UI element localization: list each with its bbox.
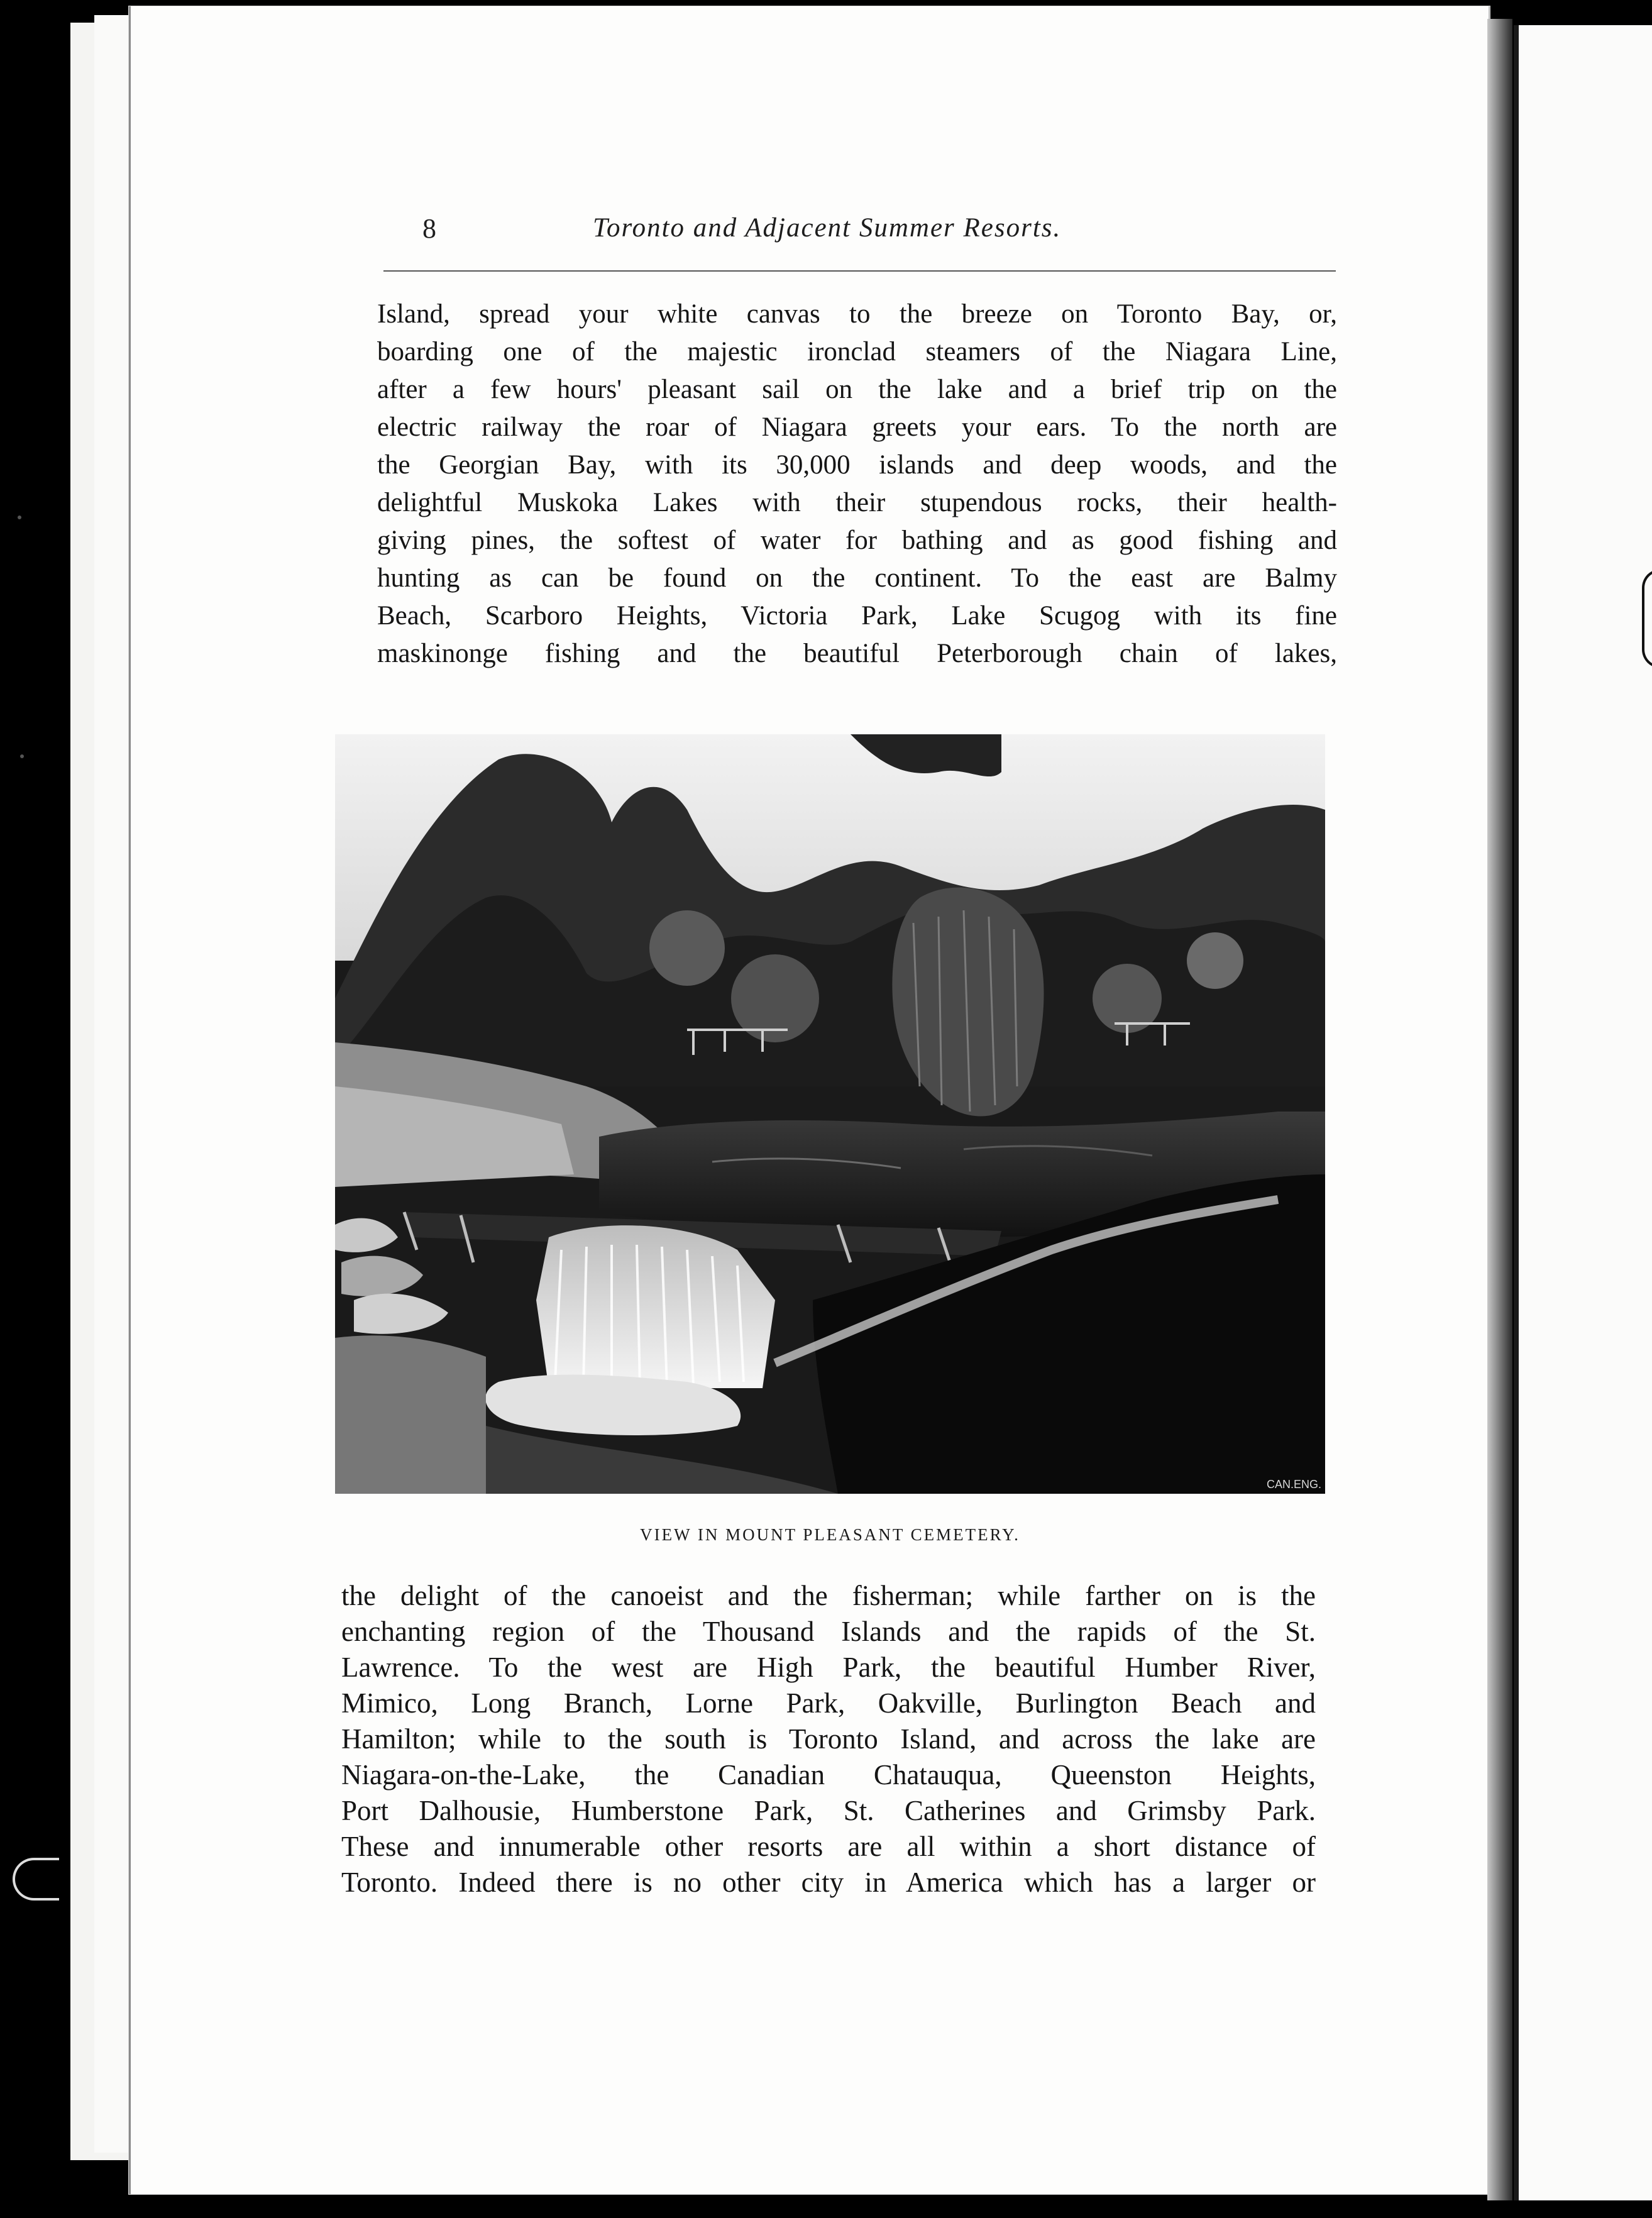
binding-gutter (1487, 19, 1512, 2200)
text-line: the delight of the canoeist and the fisherman; while farther on is the (341, 1580, 1316, 1611)
body-text-top (377, 295, 1337, 673)
text-line: boarding one of the majestic ironclad steamers of the Niagara Line, (377, 337, 1337, 367)
header-rule (383, 270, 1336, 272)
running-title: Toronto and Adjacent Summer Resorts. (593, 213, 1062, 243)
halftone-photo (335, 734, 1325, 1494)
text-line: the Georgian Bay, with its 30,000 islands and deep woods, and the (377, 450, 1337, 480)
text-line: giving pines, the softest of water for bathing and as good fishing and (377, 526, 1337, 555)
text-line: Niagara-on-the-Lake, the Canadian Chatauqua, Queenston Heights, (341, 1759, 1316, 1790)
text-line: Mimico, Long Branch, Lorne Park, Oakville, Burlington Beach and (341, 1687, 1316, 1719)
facing-page-edge (1514, 25, 1652, 2200)
text-line: Toronto. Indeed there is no other city in America which has a larger or (341, 1867, 1316, 1898)
text-line: delightful Muskoka Lakes with their stupendous rocks, their health- (377, 488, 1337, 517)
photo-caption: VIEW IN MOUNT PLEASANT CEMETERY. (640, 1525, 1020, 1544)
text-line: Island, spread your white canvas to the breeze on Toronto Bay, or, (377, 299, 1337, 329)
margin-speck (18, 516, 21, 519)
text-line: after a few hours' pleasant sail on the lake and a brief trip on the (377, 375, 1337, 404)
book-page (129, 6, 1490, 2194)
text-line: hunting as can be found on the continent. To the east are Balmy (377, 563, 1337, 593)
engraver-mark: CAN.ENG. (1266, 1478, 1321, 1491)
text-line: enchanting region of the Thousand Islands and the rapids of the St. (341, 1616, 1316, 1647)
facing-page-mark (1642, 569, 1652, 668)
text-line: These and innumerable other resorts are all within a short distance of (341, 1831, 1316, 1862)
running-head (131, 212, 1489, 250)
text-line: Port Dalhousie, Humberstone Park, St. Catherines and Grimsby Park. (341, 1795, 1316, 1826)
page-number: 8 (422, 213, 436, 244)
cemetery-landscape-image (335, 734, 1325, 1494)
margin-speck (20, 754, 24, 758)
text-line: Hamilton; while to the south is Toronto Island, and across the lake are (341, 1723, 1316, 1755)
page-curl-mark (13, 1858, 59, 1901)
text-line: electric railway the roar of Niagara greets your ears. To the north are (377, 412, 1337, 442)
body-text-bottom (341, 1578, 1316, 1901)
text-line: maskinonge fishing and the beautiful Peterborough chain of lakes, (377, 639, 1337, 668)
text-line: Lawrence. To the west are High Park, the beautiful Humber River, (341, 1652, 1316, 1683)
text-line: Beach, Scarboro Heights, Victoria Park, Lake Scugog with its fine (377, 601, 1337, 631)
